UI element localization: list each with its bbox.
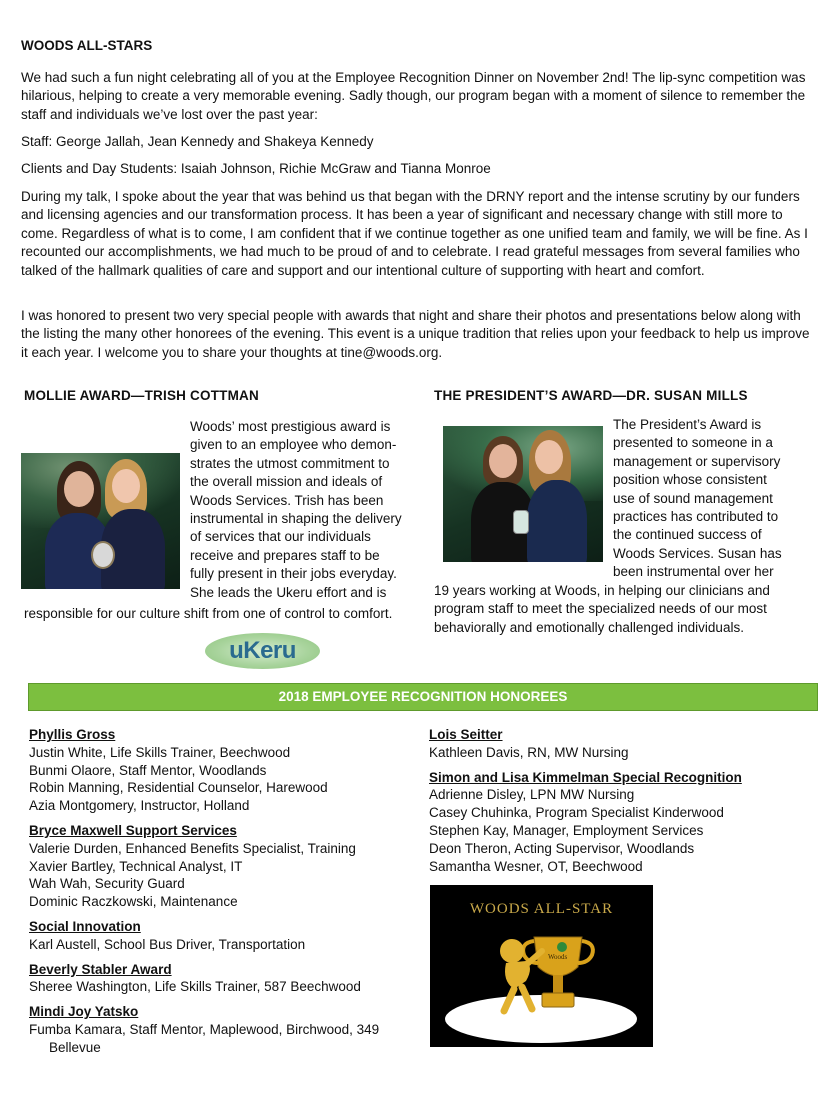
category-heading: Bryce Maxwell Support Services — [29, 822, 237, 838]
honoree-group — [29, 961, 424, 997]
president-line: The President’s Award is — [613, 417, 762, 432]
honoree-group — [29, 918, 424, 954]
honoree-group — [429, 726, 824, 762]
presidents-award-text — [613, 416, 828, 582]
honoree-name: Bunmi Olaore, Staff Mentor, Woodlands — [29, 762, 267, 778]
trophy-icon — [430, 885, 653, 1047]
woods-all-star-image — [430, 885, 653, 1047]
mollie-award-text — [190, 418, 430, 602]
honoree-name: Robin Manning, Residential Counselor, Harewood — [29, 780, 328, 796]
category-heading: Phyllis Gross — [29, 727, 116, 742]
honoree-group — [29, 822, 424, 911]
mollie-line: receive and prepares staff to be — [190, 547, 380, 563]
category-heading: Social Innovation — [29, 918, 141, 934]
category-heading: Simon and Lisa Kimmelman Special Recognition — [429, 769, 742, 785]
honoree-name: Justin White, Life Skills Trainer, Beechwood — [29, 744, 291, 760]
honoree-name: Xavier Bartley, Technical Analyst, IT — [29, 858, 243, 874]
staff-memorial-line: Staff: George Jallah, Jean Kennedy and Shakeya Kennedy — [21, 134, 374, 149]
mollie-line: Woods Services. Trish has been — [190, 492, 384, 508]
page-title: WOODS ALL-STARS — [21, 38, 153, 53]
category-heading: Lois Seitter — [429, 727, 503, 742]
ukeru-logo: uKeru — [205, 633, 320, 669]
honoree-name: Casey Chuhinka, Program Specialist Kinderwood — [429, 805, 724, 821]
mollie-line: instrumental in shaping the delivery — [190, 511, 402, 527]
president-line: presented to someone in a — [613, 435, 773, 451]
mollie-award-heading: MOLLIE AWARD—TRISH COTTMAN — [24, 388, 259, 403]
honoree-name: Samantha Wesner, OT, Beechwood — [429, 858, 643, 874]
mollie-line: strates the utmost commitment to — [190, 455, 390, 471]
honorees-right-column — [429, 726, 824, 882]
president-line: position whose consistent — [613, 472, 767, 488]
mollie-line: Woods’ most prestigious award is — [190, 419, 391, 434]
mollie-line: fully present in their jobs everyday. — [190, 566, 397, 582]
mollie-line: She leads the Ukeru effort and is — [190, 584, 387, 600]
president-line: management or supervisory — [613, 453, 781, 469]
honoree-name: Karl Austell, School Bus Driver, Transportation — [29, 936, 306, 952]
honoree-name: Deon Theron, Acting Supervisor, Woodlands — [429, 840, 695, 856]
honoree-name: Stephen Kay, Manager, Employment Services — [429, 822, 704, 838]
mollie-line: the overall mission and ideals of — [190, 474, 383, 490]
clients-memorial-line: Clients and Day Students: Isaiah Johnson, Richie McGraw and Tianna Monroe — [21, 161, 491, 176]
trish-cottman-photo — [21, 453, 180, 589]
honoree-name: Kathleen Davis, RN, MW Nursing — [429, 744, 629, 760]
susan-mills-photo — [443, 426, 603, 562]
honoree-group — [29, 1003, 424, 1056]
all-star-caption: WOODS ALL-STAR — [469, 901, 614, 917]
honorees-banner: 2018 EMPLOYEE RECOGNITION HONOREES — [28, 683, 818, 711]
trophy-label: Woods — [548, 953, 568, 961]
president-line: Woods Services. Susan has — [613, 545, 782, 561]
honoree-name: Valerie Durden, Enhanced Benefits Specialist, Training — [29, 840, 356, 856]
honoree-name: Azia Montgomery, Instructor, Holland — [29, 798, 250, 814]
honoree-name: Wah Wah, Security Guard — [29, 876, 185, 892]
president-line: practices has contributed to — [613, 509, 779, 525]
category-heading: Beverly Stabler Award — [29, 961, 172, 977]
honorees-left-column — [29, 726, 424, 1064]
honoree-name: Sheree Washington, Life Skills Trainer, 587 Beechwood — [29, 979, 361, 995]
honoree-name: Fumba Kamara, Staff Mentor, Maplewood, Birchwood, 349 — [29, 1021, 380, 1037]
mollie-line: given to an employee who demon- — [190, 437, 397, 453]
honoree-name: Dominic Raczkowski, Maintenance — [29, 894, 238, 910]
presidents-award-heading: THE PRESIDENT’S AWARD—DR. SUSAN MILLS — [434, 388, 748, 403]
mollie-award-tail: responsible for our culture shift from one of control to comfort. — [24, 606, 393, 621]
honoree-name: Adrienne Disley, LPN MW Nursing — [429, 787, 635, 803]
president-line: the continued success of — [613, 527, 762, 543]
intro-paragraph: We had such a fun night celebrating all of you at the Employee Recognition Dinner on November 2nd! The lip-sync competition was hilarious, helping to create a very memorable evening. Sadly though, our program began with a moment of silence to remember the staff and individuals we’ve lost over the past year: — [21, 70, 806, 122]
honoree-group — [429, 769, 824, 876]
category-heading: Mindi Joy Yatsko — [29, 1004, 139, 1020]
president-line: use of sound management — [613, 490, 773, 506]
honoree-group — [29, 726, 424, 815]
honoree-name-continuation: Bellevue — [49, 1039, 101, 1055]
mollie-line: of services that our individuals — [190, 529, 371, 545]
talk-paragraph: During my talk, I spoke about the year that was behind us that began with the DRNY report and the intense scrutiny by our funders and licensing agencies and our transformation process. It has been a year of significant and necessary change with still more to come. Regardless of what is to come, I am confident that if we continue together as one unified team and family, we will be fine. As I recounted our accomplishments, we had much to be proud of and to celebrate. I read grateful messages from several families who talked of the hallmark qualities of care and support and our intentional culture of supporting with heart and comfort. — [21, 189, 808, 278]
president-line: been instrumental over her — [613, 564, 774, 580]
closing-paragraph: I was honored to present two very special people with awards that night and share their photos and presentations below along with the listing the many other honorees of the evening. This event is a unique tradition that relies upon your feedback to help us improve it each year. I welcome you to share your thoughts at tine@woods.org. — [21, 308, 810, 360]
presidents-award-tail: 19 years working at Woods, in helping our clinicians and program staff to meet the specialized needs of our most behaviorally and emotionally challenged individuals. — [434, 583, 770, 635]
